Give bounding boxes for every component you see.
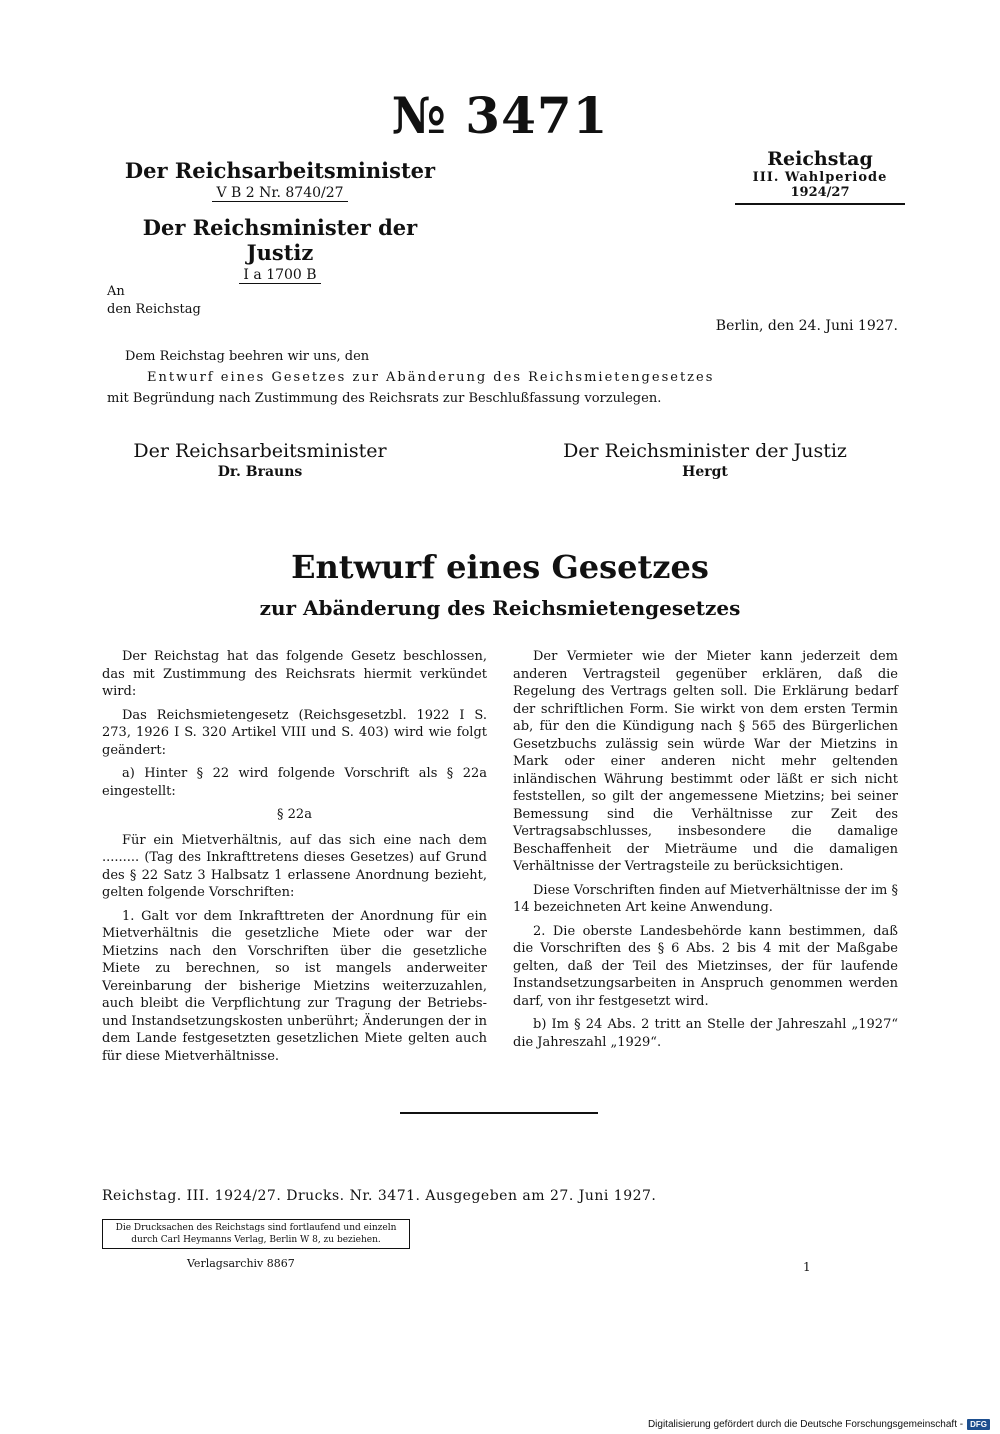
publisher-notice-line-2: durch Carl Heymanns Verlag, Berlin W 8, zu beziehen. <box>131 1235 381 1245</box>
intro-line-2: Entwurf eines Gesetzes zur Abänderung des Reichsmietengesetzes <box>147 370 715 385</box>
right-column <box>513 648 898 1057</box>
paragraph: Der Reichstag hat das folgende Gesetz beschlossen, das mit Zustimmung des Reichsrats hiermit verkündet wird: <box>102 649 487 699</box>
law-title <box>100 548 900 620</box>
divider <box>400 1112 598 1114</box>
reference-justice: I a 1700 B <box>239 267 320 284</box>
page-number: 1 <box>803 1260 811 1274</box>
period-years: 1924/27 <box>735 185 905 205</box>
left-header <box>110 158 450 297</box>
intro-line-1: Dem Reichstag beehren wir uns, den <box>125 349 370 364</box>
paragraph: a) Hinter § 22 wird folgende Vorschrift als § 22a eingestellt: <box>102 766 487 799</box>
signature-title: Der Reichsarbeitsminister <box>133 440 387 462</box>
paragraph: Für ein Mietverhältnis, auf das sich eine nach dem ......... (Tag des Inkrafttretens dieses Gesetzes) auf Grund des § 22 Satz 3 Halbsatz 1 erlassene Anordnung bezieht, gelten folgende Vorschriften: <box>102 832 487 900</box>
place-date: Berlin, den 24. Juni 1927. <box>715 318 898 334</box>
addressee-line-2: den Reichstag <box>107 302 201 317</box>
document-number: № 3471 <box>391 86 609 145</box>
minister-title-justice: Der Reichsminister der Justiz <box>142 215 418 265</box>
signature-justice-minister <box>535 440 875 480</box>
paragraph: 1. Galt vor dem Inkrafttreten der Anordnung für ein Mietverhältnis die gesetzliche Miete oder war der Mietzins nach den Vorschriften über die gesetzliche Miete zu berechnen, so ist mangels anderweiter Vereinbarung der bisherige Mietzins weiterzuzahlen, auch bleibt die Verpflichtung zur Tragung der Betriebs- und Instandsetzungskosten unberührt; Änderungen der in dem Lande festgesetzten gesetzlichen Miete gelten auch für diese Mietverhältnisse. <box>102 908 487 1064</box>
footer-print-info: Reichstag. III. 1924/27. Drucks. Nr. 3471. Ausgegeben am 27. Juni 1927. <box>102 1188 657 1204</box>
addressee-line-1: An <box>107 284 125 299</box>
law-title-main: Entwurf eines Gesetzes <box>291 548 709 586</box>
intro-line-3: mit Begründung nach Zustimmung des Reichsrats zur Beschlußfassung vorzulegen. <box>107 391 662 406</box>
signature-title: Der Reichsminister der Justiz <box>563 440 847 462</box>
paragraph: b) Im § 24 Abs. 2 tritt an Stelle der Jahreszahl „1927“ die Jahreszahl „1929“. <box>513 1017 898 1050</box>
paragraph: Das Reichsmietengesetz (Reichsgesetzbl. 1922 I S. 273, 1926 I S. 320 Artikel VIII und S. 403) wird wie folgt geändert: <box>102 707 487 758</box>
addressee <box>107 283 201 319</box>
credit-text: Digitalisierung gefördert durch die Deutsche Forschungsgemeinschaft - <box>647 1419 964 1430</box>
publisher-notice-box <box>102 1219 410 1249</box>
publisher-notice-line-1: Die Drucksachen des Reichstags sind fortlaufend und einzeln <box>115 1223 397 1233</box>
signature-name: Dr. Brauns <box>217 464 303 480</box>
minister-title-labour: Der Reichsarbeitsminister <box>124 158 436 183</box>
archive-number: Verlagsarchiv 8867 <box>187 1257 295 1270</box>
reference-labour: V B 2 Nr. 8740/27 <box>212 185 347 202</box>
signature-name: Hergt <box>682 464 728 480</box>
dfg-logo-icon: DFG <box>967 1419 990 1430</box>
law-title-sub: zur Abänderung des Reichsmietengesetzes <box>259 596 741 620</box>
electoral-period: III. Wahlperiode <box>752 170 888 185</box>
digitization-credit <box>648 1419 990 1430</box>
paragraph: Der Vermieter wie der Mieter kann jederzeit dem anderen Vertragsteil gegenüber erklären, daß die Regelung des Vertrags gelten soll. Die Erklärung bedarf der schriftlichen Form. Sie wirkt von dem ersten Termin ab, für den die Kündigung nach § 565 des Bürgerlichen Gesetzbuchs zulässig sein würde War der Mietzins in Mark oder einer anderen nicht mehr geltenden inländischen Währung bestimmt oder läßt er sich nicht feststellen, so gilt der angemessene Mietzins; bei seiner Bemessung sind die Verhältnisse zur Zeit des Vertragsabschlusses, insbesondere die damalige Beschaffenheit der Mieträume und die damaligen Verhältnisse der Vertragsteile zu berücksichtigen. <box>513 649 898 874</box>
section-heading: § 22a <box>277 807 312 822</box>
right-header <box>735 148 905 205</box>
reichstag-title: Reichstag <box>767 148 873 170</box>
left-column <box>102 648 487 1071</box>
paragraph: 2. Die oberste Landesbehörde kann bestimmen, daß die Vorschriften des § 6 Abs. 2 bis 4 mit der Maßgabe gelten, daß der Teil des Mietzinses, der für laufende Instandsetzungsarbeiten in Anspruch genommen werden darf, von ihr festgesetzt wird. <box>513 923 898 1009</box>
paragraph: Diese Vorschriften finden auf Mietverhältnisse der im § 14 bezeichneten Art keine Anwendung. <box>513 882 898 915</box>
intro-text <box>100 346 900 409</box>
signature-labour-minister <box>90 440 430 480</box>
